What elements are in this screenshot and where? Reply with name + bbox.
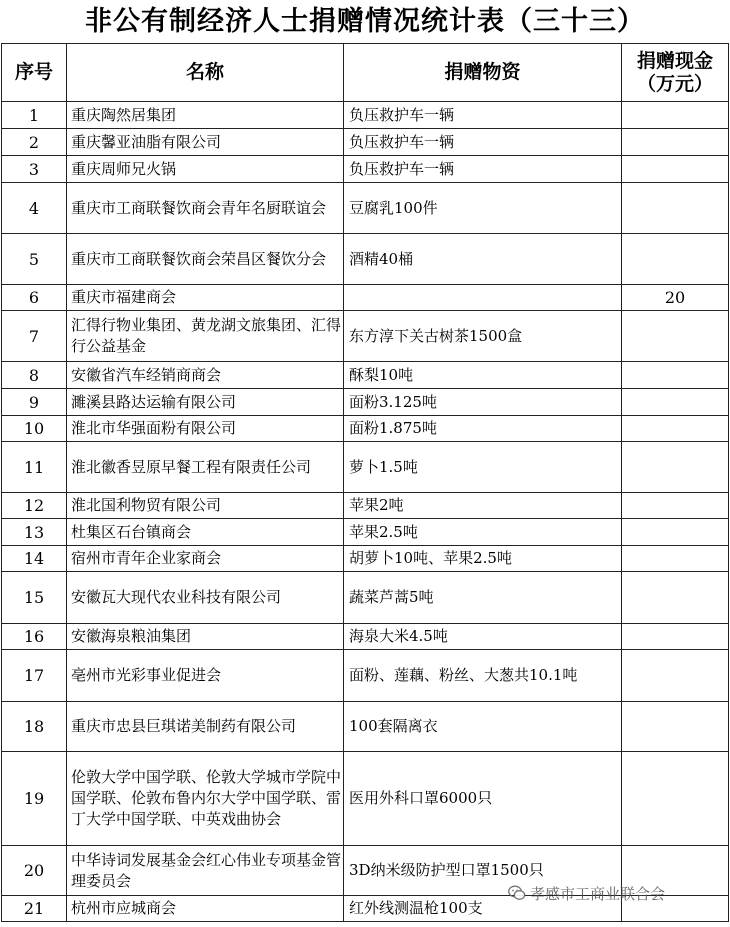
table-row [2,311,729,362]
cell-no: 9 [2,389,67,416]
cell-items: 豆腐乳100件 [344,183,622,234]
cell-items: 胡萝卜10吨、苹果2.5吨 [344,546,622,572]
cell-items: 苹果2.5吨 [344,519,622,546]
table-row [2,234,729,285]
table-row [2,156,729,183]
table-body [2,102,729,922]
cell-items: 东方淳下关古树茶1500盒 [344,311,622,362]
cell-no: 21 [2,896,67,922]
cell-name: 宿州市青年企业家商会 [67,546,344,572]
cell-items: 蔬菜芦蒿5吨 [344,572,622,624]
cell-cash [622,493,729,519]
cell-cash [622,546,729,572]
cell-items: 海泉大米4.5吨 [344,624,622,650]
cell-name: 淮北徽香昱原早餐工程有限责任公司 [67,442,344,493]
cell-no: 20 [2,846,67,896]
cell-name: 杜集区石台镇商会 [67,519,344,546]
cell-no: 5 [2,234,67,285]
donation-table [1,43,729,922]
cell-no: 6 [2,285,67,311]
table-row [2,752,729,846]
cell-items: 酒精40桶 [344,234,622,285]
cell-name: 淮北市华强面粉有限公司 [67,416,344,442]
cell-cash [622,129,729,156]
table-row [2,519,729,546]
header-name: 名称 [67,44,344,102]
cell-no: 3 [2,156,67,183]
cell-cash [622,572,729,624]
cell-no: 10 [2,416,67,442]
cell-name: 重庆市工商联餐饮商会荣昌区餐饮分会 [67,234,344,285]
table-row [2,362,729,389]
cell-cash [622,442,729,493]
cell-items: 面粉1.875吨 [344,416,622,442]
cell-cash [622,362,729,389]
watermark-text: 孝感市工商业联合会 [530,884,666,903]
table-row [2,183,729,234]
cell-no: 17 [2,650,67,702]
cell-items: 3D纳米级防护型口罩1500只 [344,846,622,896]
table-header-row [2,44,729,102]
cell-no: 11 [2,442,67,493]
cell-name: 伦敦大学中国学联、伦敦大学城市学院中国学联、伦敦布鲁内尔大学中国学联、雷丁大学中国学联、中英戏曲协会 [67,752,344,846]
table-row [2,493,729,519]
cell-items [344,285,622,311]
cell-name: 重庆市工商联餐饮商会青年名厨联谊会 [67,183,344,234]
cell-cash [622,156,729,183]
cell-items: 酥梨10吨 [344,362,622,389]
cell-no: 7 [2,311,67,362]
cell-name: 亳州市光彩事业促进会 [67,650,344,702]
cell-name: 重庆馨亚油脂有限公司 [67,129,344,156]
cell-name: 安徽海泉粮油集团 [67,624,344,650]
cell-no: 1 [2,102,67,129]
table-row [2,702,729,752]
cell-name: 重庆市忠县巨琪诺美制药有限公司 [67,702,344,752]
header-no: 序号 [2,44,67,102]
cell-name: 安徽瓦大现代农业科技有限公司 [67,572,344,624]
cell-items: 萝卜1.5吨 [344,442,622,493]
cell-no: 16 [2,624,67,650]
cell-cash [622,416,729,442]
header-cash: 捐赠现金（万元） [622,44,729,102]
cell-items: 苹果2吨 [344,493,622,519]
cell-cash [622,519,729,546]
cell-cash [622,389,729,416]
cell-items: 红外线测温枪100支 [344,896,622,922]
cell-cash [622,183,729,234]
cell-no: 19 [2,752,67,846]
header-items: 捐赠物资 [344,44,622,102]
table-row [2,285,729,311]
table-row [2,389,729,416]
table-row [2,442,729,493]
table-row [2,129,729,156]
cell-no: 15 [2,572,67,624]
cell-cash: 20 [622,285,729,311]
cell-name: 濉溪县路达运输有限公司 [67,389,344,416]
page-title: 非公有制经济人士捐赠情况统计表（三十三） [85,6,645,37]
cell-name: 中华诗词发展基金会红心伟业专项基金管理委员会 [67,846,344,896]
cell-cash [622,624,729,650]
cell-cash [622,650,729,702]
cell-items: 负压救护车一辆 [344,156,622,183]
cell-name: 重庆周师兄火锅 [67,156,344,183]
cell-name: 重庆陶然居集团 [67,102,344,129]
cell-name: 杭州市应城商会 [67,896,344,922]
watermark [508,882,665,904]
cell-items: 医用外科口罩6000只 [344,752,622,846]
cell-no: 8 [2,362,67,389]
cell-cash [622,702,729,752]
wechat-icon [508,885,526,901]
cell-items: 负压救护车一辆 [344,102,622,129]
cell-no: 12 [2,493,67,519]
cell-no: 18 [2,702,67,752]
table-row [2,572,729,624]
table-row [2,650,729,702]
cell-items: 负压救护车一辆 [344,129,622,156]
cell-cash [622,102,729,129]
cell-cash [622,311,729,362]
cell-items: 面粉、莲藕、粉丝、大葱共10.1吨 [344,650,622,702]
table-row [2,624,729,650]
cell-items: 面粉3.125吨 [344,389,622,416]
table-row [2,546,729,572]
cell-items: 100套隔离衣 [344,702,622,752]
cell-cash [622,234,729,285]
cell-name: 淮北国利物贸有限公司 [67,493,344,519]
table-row [2,102,729,129]
cell-name: 汇得行物业集团、黄龙湖文旅集团、汇得行公益基金 [67,311,344,362]
table-row [2,416,729,442]
cell-no: 2 [2,129,67,156]
cell-cash [622,752,729,846]
cell-no: 14 [2,546,67,572]
cell-name: 安徽省汽车经销商商会 [67,362,344,389]
cell-no: 4 [2,183,67,234]
cell-name: 重庆市福建商会 [67,285,344,311]
cell-no: 13 [2,519,67,546]
